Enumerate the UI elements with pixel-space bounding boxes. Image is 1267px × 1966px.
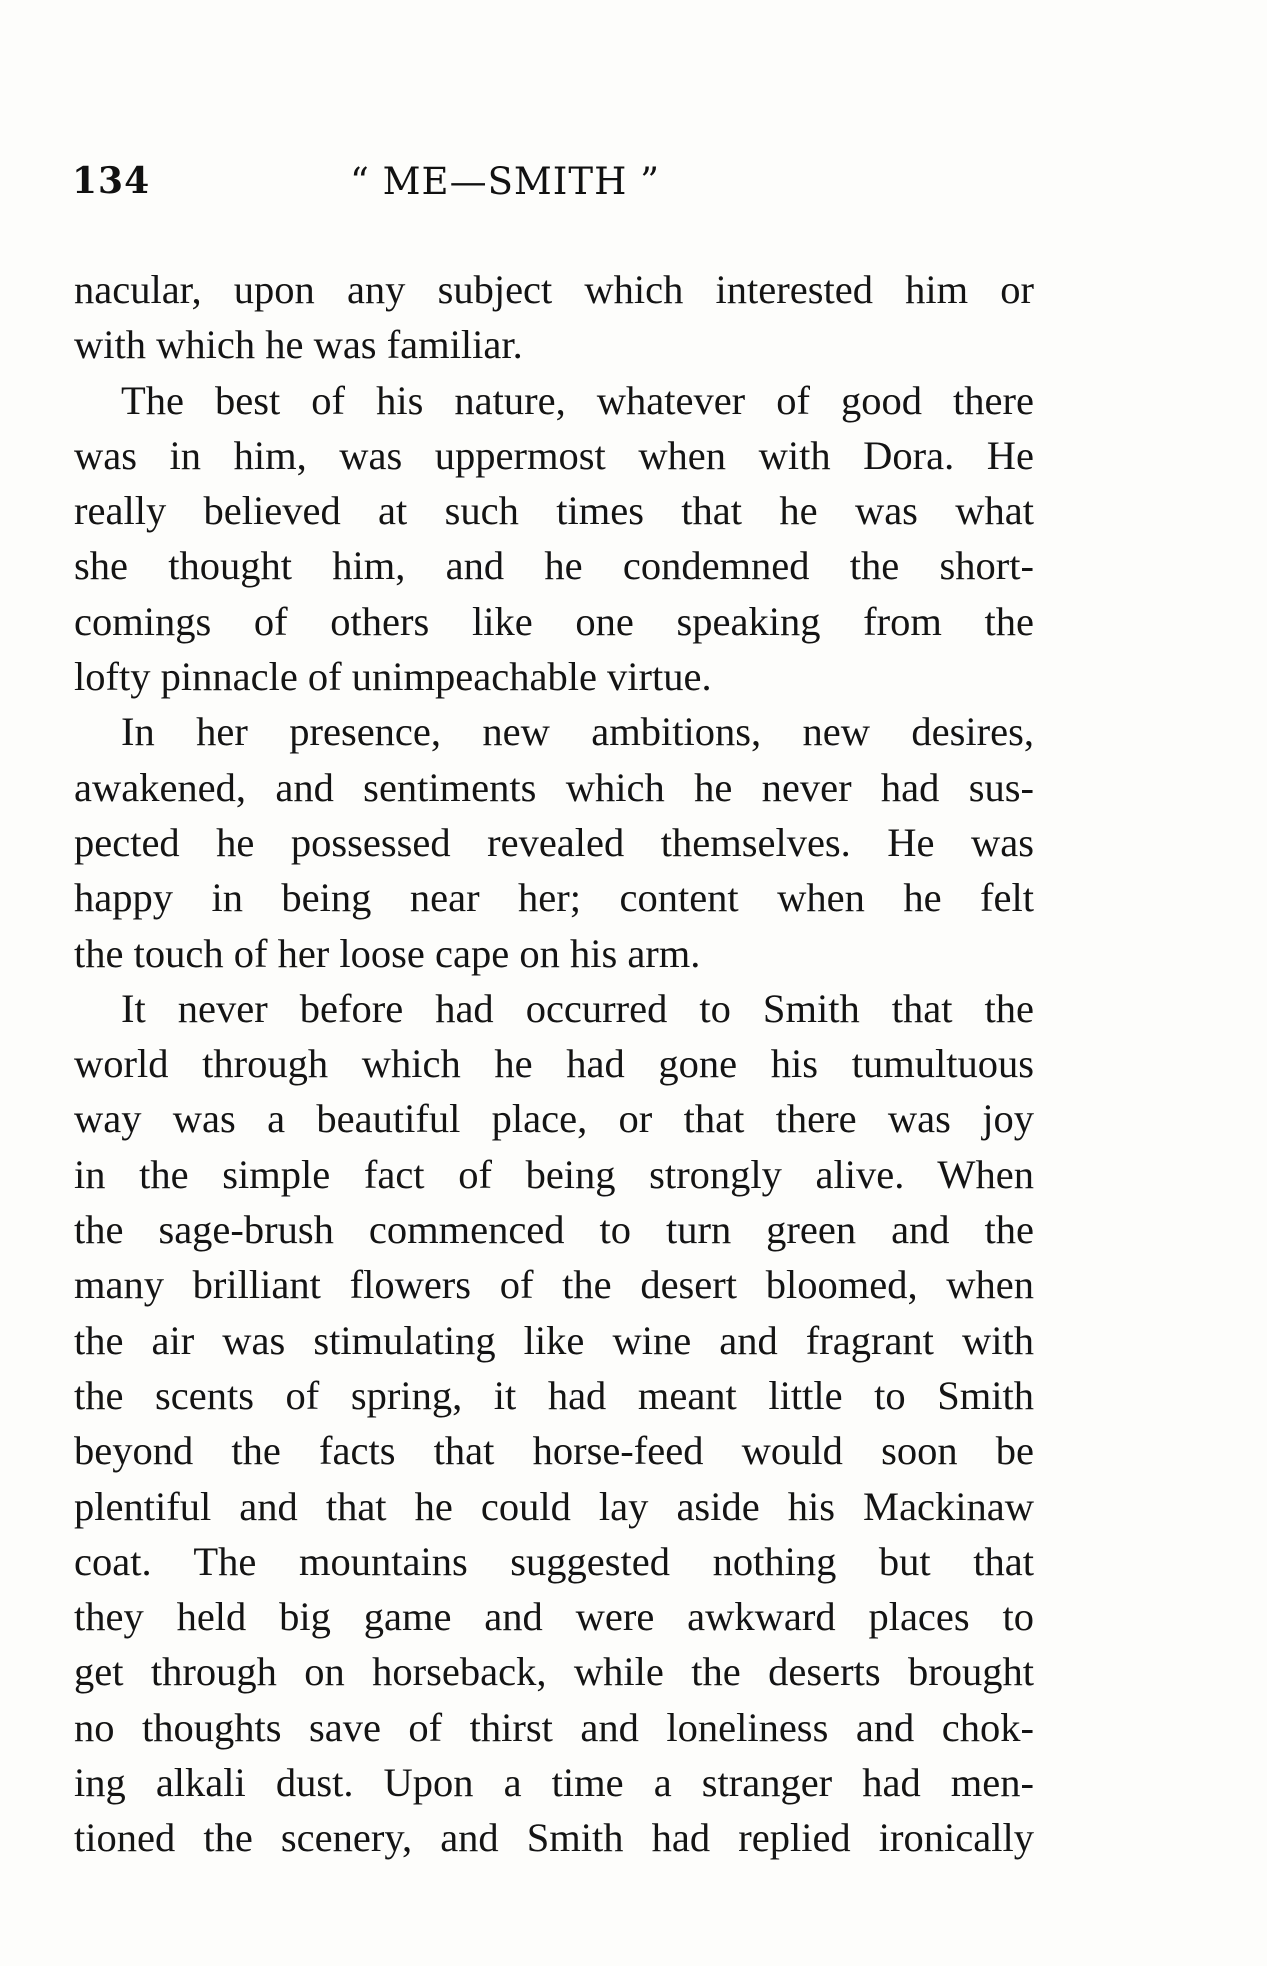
text-line: comings of others like one speaking from the — [74, 598, 1034, 644]
page-number: 134 — [72, 160, 151, 202]
text-line: plentiful and that he could lay aside his Mackinaw — [74, 1483, 1034, 1529]
running-head — [72, 160, 1032, 220]
text-line: get through on horseback, while the deserts brought — [74, 1649, 1034, 1695]
text-line: pected he possessed revealed themselves. He was — [74, 819, 1034, 865]
text-line: It never before had occurred to Smith that the — [121, 985, 1034, 1031]
text-line: the touch of her loose cape on his arm. — [74, 930, 701, 976]
text-line: the scents of spring, it had meant little to Smith — [74, 1372, 1034, 1418]
text-line: way was a beautiful place, or that there was joy — [74, 1096, 1034, 1142]
text-line: she thought him, and he condemned the short- — [74, 543, 1034, 589]
text-line: In her presence, new ambitions, new desires, — [121, 709, 1034, 755]
text-line: awakened, and sentiments which he never had sus- — [74, 764, 1034, 810]
running-title: “ ME—SMITH ” — [350, 160, 661, 203]
text-line: world through which he had gone his tumultuous — [74, 1041, 1034, 1087]
text-line: in the simple fact of being strongly alive. When — [74, 1151, 1034, 1197]
text-line: many brilliant flowers of the desert bloomed, when — [74, 1262, 1034, 1308]
text-line: beyond the facts that horse-feed would soon be — [74, 1428, 1034, 1474]
text-line: with which he was familiar. — [74, 322, 523, 368]
text-line: was in him, was uppermost when with Dora. He — [74, 432, 1034, 478]
text-line: coat. The mountains suggested nothing but that — [74, 1538, 1034, 1584]
text-line: the sage-brush commenced to turn green and the — [74, 1207, 1034, 1253]
text-line: really believed at such times that he was what — [74, 488, 1034, 534]
text-line: nacular, upon any subject which interested him or — [74, 267, 1034, 312]
text-line: no thoughts save of thirst and loneliness and chok- — [74, 1704, 1034, 1750]
text-line: happy in being near her; content when he felt — [74, 875, 1034, 921]
text-line: the air was stimulating like wine and fragrant with — [74, 1317, 1034, 1363]
text-line: tioned the scenery, and Smith had replied ironically — [74, 1815, 1034, 1861]
text-line: ing alkali dust. Upon a time a stranger had men- — [74, 1760, 1034, 1806]
text-line: they held big game and were awkward places to — [74, 1594, 1034, 1640]
body-text — [74, 262, 1034, 1866]
text-line: The best of his nature, whatever of good there — [121, 377, 1034, 423]
text-line: lofty pinnacle of unimpeachable virtue. — [74, 654, 712, 700]
